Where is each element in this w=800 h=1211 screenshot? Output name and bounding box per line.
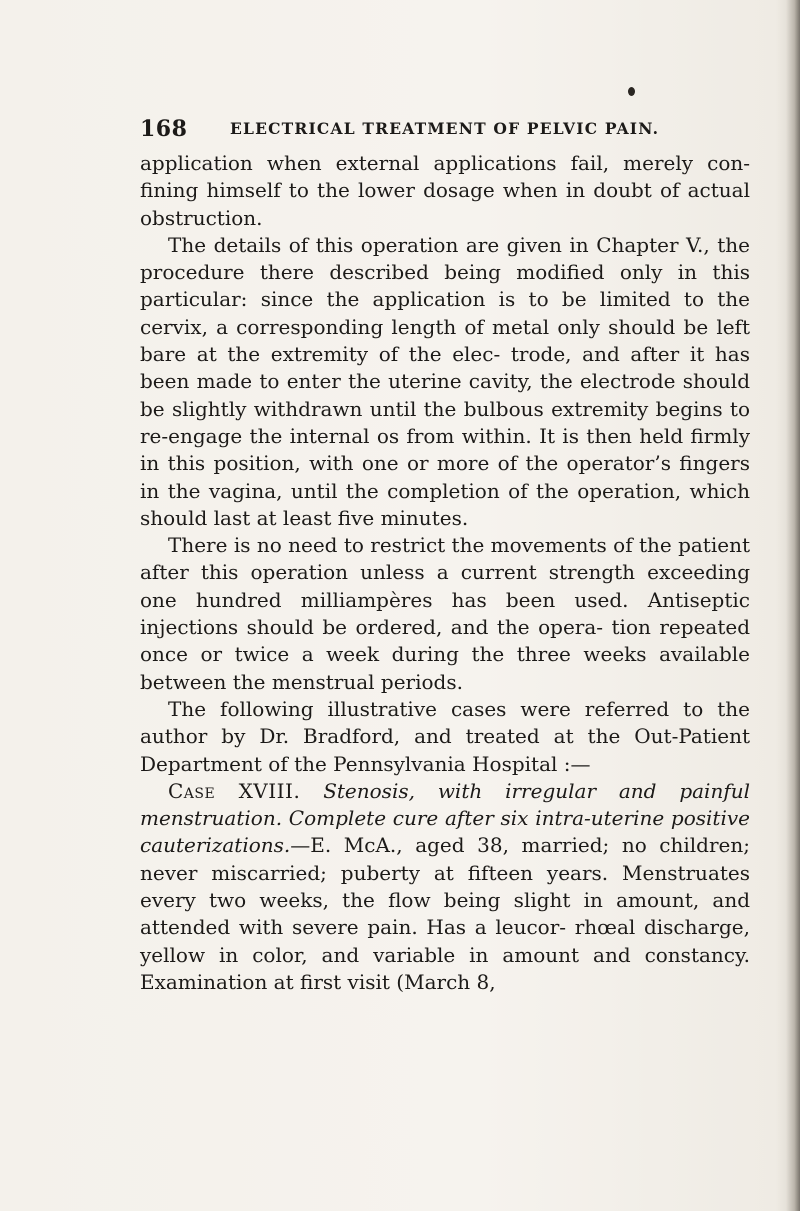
paragraph-1: application when external applications fail, merely con- fining himself to the lower dosage when in doubt of actual obstruction. [140,151,750,230]
case-title: Stenosis, with irregular and painful menstruation. Complete cure after six intra-uterine positive cauterizations. [140,778,751,858]
page-number: 168 [140,116,188,142]
case-paragraph [140,778,750,996]
case-label: Case XVIII. [168,778,301,803]
page-header [140,116,740,146]
case-text: —E. McA., aged 38, married; no children; never miscarried; puberty at fifteen years. Menstruates every two weeks, the flow being slight in amount, and attended with severe pain. Has a leucor- rhœal discharge, yellow in color, and variable in amount and constancy. Examination at first visit (March 8, [140,833,750,994]
paragraph-2: The details of this operation are given in Chapter V., the procedure there described being modified only in this particular: since the application is to be limited to the cervix, a corresponding length of metal only should be left bare at the extremity of the elec- trode, and after it has been made to enter the uterine cavity, the electrode should be slightly withdrawn until the bulbous extremity begins to re-engage the internal os from within. It is then held firmly in this position, with one or more of the operator’s fingers in the vagina, until the completion of the operation, which should last at least five minutes. [140,232,750,530]
paragraph-4: The following illustrative cases were referred to the author by Dr. Bradford, and treated at the Out-Patient Department of the Pennsylvania Hospital :— [140,696,750,776]
body-text [140,150,750,996]
running-head: ELECTRICAL TREATMENT OF PELVIC PAIN. [230,119,660,138]
paragraph-3: There is no need to restrict the movements of the patient after this operation unless a current strength exceeding one hundred milliampères has been used. Antiseptic injections should be ordered, and the opera- tion repeated once or twice a week during the three weeks available between the menstrual periods. [140,533,750,694]
ink-spot [628,87,635,96]
page-edge-shadow [786,0,800,1211]
